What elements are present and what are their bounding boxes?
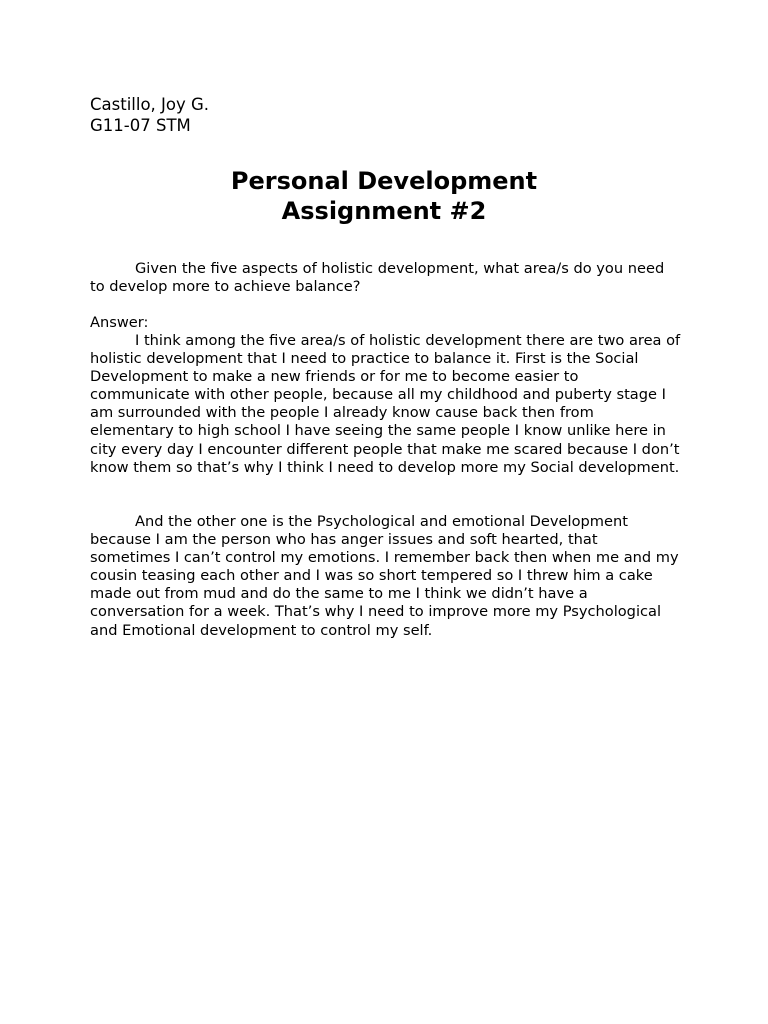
student-section: G11-07 STM [90,116,191,135]
answer-paragraph-2: And the other one is the Psychological and emotional Development because I am the person who has anger issues and soft hearted, that sometimes I can’t control my emotions. I remember back then when me and my cousin teasing each other and I was so short tempered so I threw him a cake made out from mud and do the same to me I think we didn’t have a conversation for a week. That’s why I need to improve more my Psychological and Emotional development to control my self. [90,513,679,639]
title-line-2: Assignment #2 [281,197,487,225]
student-header [90,94,209,136]
document-title [90,166,678,226]
answer-label: Answer: [90,314,149,331]
title-line-1: Personal Development [230,167,538,195]
student-name: Castillo, Joy G. [90,95,210,114]
answer-paragraph-1: I think among the five area/s of holistic development there are two area of holistic development that I need to practice to balance it. First is the Social Development to make a new friends or for me to become easier to communicate with other people, because all my childhood and puberty stage I am surrounded with the people I already know cause back then from elementary to high school I have seeing the same people I know unlike here in city every day I encounter different people that make me scared because I don’t know them so that’s why I think I need to develop more my Social development. [90,332,681,476]
question-paragraph: Given the five aspects of holistic development, what area/s do you need to develop more to achieve balance? [90,260,665,296]
